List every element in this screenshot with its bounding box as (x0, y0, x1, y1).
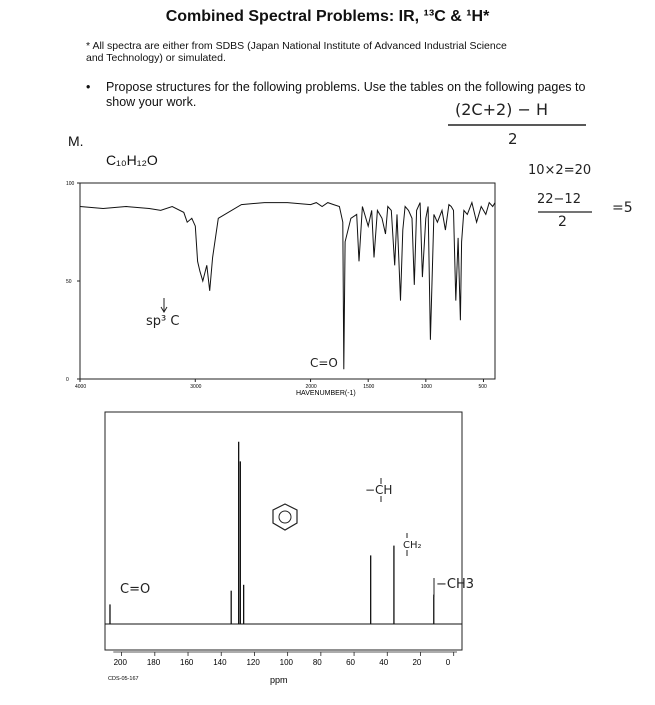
note-text: All spectra are either from SDBS (Japan National Institute of Advanced Industrial Science and Technology) or simulated. (86, 40, 507, 64)
cnmr-x-tick-label: 180 (146, 658, 161, 667)
cnmr-x-tick-label: 160 (180, 658, 194, 667)
cnmr-x-tick-label: 60 (346, 658, 355, 667)
hand-cnmr-ch2: CH₂ (403, 540, 422, 551)
hand-calc2-numerator: 22−12 (537, 192, 581, 207)
ir-y-tick-label: 0 (66, 377, 69, 383)
ir-y-tick-label: 100 (66, 181, 75, 187)
hand-calc2-result: =5 (612, 200, 633, 216)
ir-x-tick-label: 3000 (190, 384, 202, 390)
molecular-formula: C₁₀H₁₂O (106, 152, 158, 168)
hand-cnmr-carbonyl: C=O (120, 582, 151, 597)
cnmr-x-unit: ppm (270, 675, 288, 685)
ir-x-tick-label: 1500 (363, 384, 375, 390)
cnmr-x-tick-label: 20 (412, 658, 422, 667)
hand-ir-sp3: sp³ C (146, 314, 180, 329)
hand-cnmr-ch: −CH (365, 483, 393, 497)
hand-ir-carbonyl: C=O (310, 356, 338, 370)
cnmr-frame (105, 412, 462, 650)
ir-y-tick-label: 50 (66, 279, 72, 285)
cnmr-x-tick-label: 0 (445, 658, 451, 667)
cnmr-x-tick-label: 40 (379, 658, 389, 667)
hand-calc1: 10×2=20 (528, 163, 592, 178)
ir-x-axis (75, 379, 487, 390)
ir-x-tick-label: 2000 (305, 384, 317, 390)
instruction-text: Propose structures for the following problems. Use the tables on the following pages to show your work. (106, 80, 586, 109)
cnmr-peaks (105, 442, 462, 624)
cnmr-x-tick-label: 200 (113, 658, 127, 667)
hand-benzene-icon (273, 504, 297, 530)
hand-dou-denominator: 2 (508, 130, 518, 148)
note-asterisk: * (86, 40, 91, 52)
hand-cnmr-ch3: −CH3 (436, 577, 475, 592)
ir-x-tick-label: 1000 (420, 384, 432, 390)
cnmr-code: CDS-05-167 (108, 676, 139, 682)
cnmr-x-tick-label: 80 (312, 658, 322, 667)
bullet-icon: • (86, 80, 91, 94)
cnmr-x-tick-label: 100 (279, 658, 294, 667)
problem-label: M. (68, 133, 84, 149)
hand-dou-formula: (2C+2) − H (455, 100, 549, 119)
page-title: Combined Spectral Problems: IR, ¹³C & ¹H* (165, 8, 490, 25)
hand-calc2-denominator: 2 (558, 214, 567, 230)
cnmr-x-tick-label: 140 (213, 658, 227, 667)
ir-x-tick-label: 500 (478, 384, 487, 390)
cnmr-x-tick-label: 120 (246, 658, 260, 667)
ir-x-label: HAVENUMBER(-1) (296, 390, 356, 397)
ir-frame (80, 183, 495, 379)
ir-spectrum-line (80, 203, 495, 370)
ir-y-axis (66, 181, 80, 383)
cnmr-x-axis (113, 652, 457, 667)
ir-x-tick-label: 4000 (75, 384, 87, 390)
